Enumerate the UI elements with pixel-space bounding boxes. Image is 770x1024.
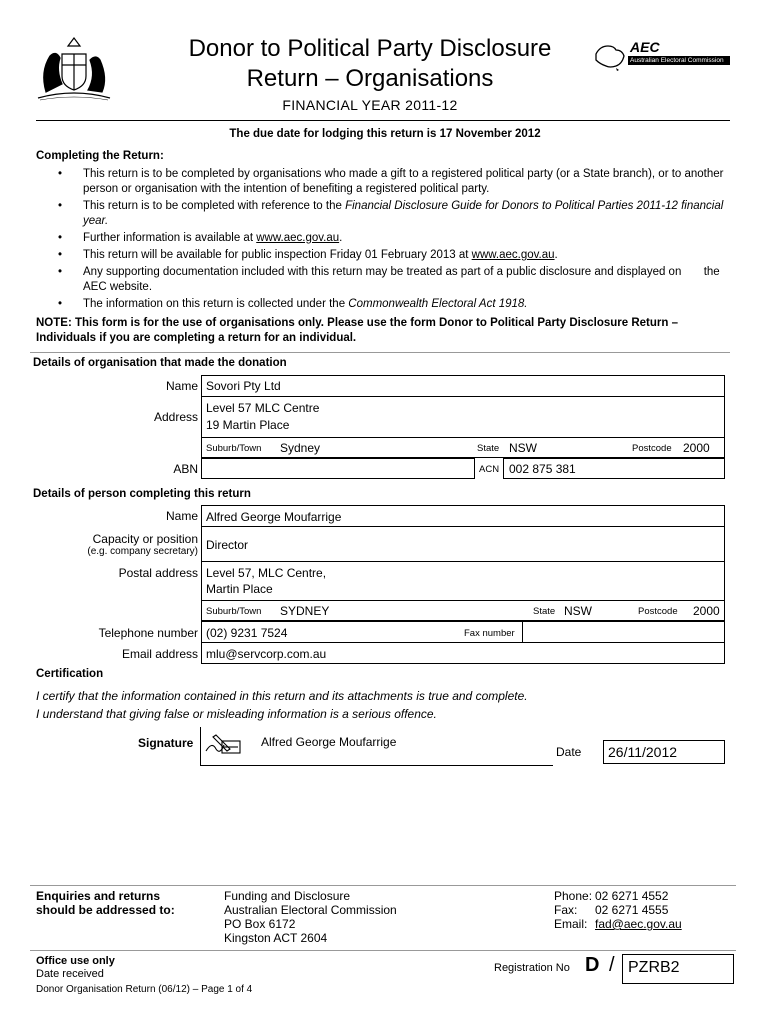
registration-prefix: D	[585, 954, 600, 976]
list-item: • This return is to be completed by organisations who made a gift to a registered political party (or a State branch), or to another person or organisation with the intention of benefiting a registered political party.	[58, 167, 730, 197]
due-date: The due date for lodging this return is 17 November 2012	[229, 128, 541, 140]
list-item: • This return is to be completed with reference to the Financial Disclosure Guide for Donors to Political Parties 2011-12 financial year.	[58, 199, 730, 229]
org-heading: Details of organisation that made the donation	[33, 357, 287, 369]
certification-line1: I certify that the information contained in this return and its attachments is true and complete.	[36, 689, 528, 703]
fad-email-link[interactable]: fad@aec.gov.au	[595, 917, 682, 931]
person-suburb-row[interactable]: Suburb/Town SYDNEY State NSW Postcode 2000	[201, 600, 725, 621]
aec-link[interactable]: www.aec.gov.au	[471, 249, 555, 261]
org-name-field[interactable]: Sovori Pty Ltd	[201, 375, 725, 397]
fax-label: Fax number	[464, 628, 515, 639]
signature-pen-icon	[204, 731, 244, 764]
list-item: • Any supporting documentation included with this return may be treated as part of a public disclosure and displayed on the AEC website.	[58, 265, 730, 295]
org-suburb-row[interactable]: Suburb/Town Sydney State NSW Postcode 2000	[201, 437, 725, 458]
phone-field[interactable]: (02) 9231 7524 Fax number	[201, 621, 523, 643]
list-item: • This return will be available for public inspection Friday 01 February 2013 at www.aec.gov.au.	[58, 248, 730, 263]
abn-field[interactable]	[201, 458, 475, 479]
financial-year: FINANCIAL YEAR 2011-12	[282, 97, 458, 113]
note: NOTE: This form is for the use of organisations only. Please use the form Donor to Political Party Disclosure Return – Individuals if you are completing a return for an individual.	[36, 317, 678, 344]
form-reference: Donor Organisation Return (06/12) – Page 1 of 4	[36, 984, 253, 995]
registration-slash: /	[609, 954, 615, 976]
postal-address-field[interactable]: Level 57, MLC Centre, Martin Place	[201, 561, 725, 601]
enquiries-label: Enquiries and returns should be addressed to:	[36, 889, 175, 917]
aec-logo-text: AEC	[630, 39, 660, 55]
registration-label: Registration No	[494, 962, 570, 974]
acn-field[interactable]: 002 875 381	[503, 458, 725, 479]
aec-logo-subtext: Australian Electoral Commission	[628, 56, 730, 65]
capacity-label: Capacity or position	[92, 532, 198, 546]
org-name-label: Name	[165, 379, 198, 393]
email-label: Email address	[121, 647, 198, 661]
list-item: • The information on this return is collected under the Commonwealth Electoral Act 1918.	[58, 297, 730, 312]
abn-label: ABN	[173, 462, 198, 476]
email-field[interactable]: mlu@servcorp.com.au	[201, 642, 725, 664]
signature-label: Signature	[138, 736, 194, 750]
header-rule	[36, 120, 730, 121]
office-rule	[30, 950, 736, 951]
form-title: Donor to Political Party Disclosure Return – Organisations	[188, 35, 552, 92]
capacity-hint: (e.g. company secretary)	[87, 546, 198, 557]
fax-field[interactable]	[522, 621, 725, 643]
certification-heading: Certification	[36, 668, 104, 680]
enquiries-contact: Phone: 02 6271 4552 Fax: 02 6271 4555 Email: fad@aec.gov.au	[554, 889, 682, 931]
org-address-label: Address	[153, 410, 198, 424]
certification-line2: I understand that giving false or misleading information is a serious offence.	[36, 707, 437, 721]
aec-link[interactable]: www.aec.gov.au	[256, 232, 340, 244]
enquiries-address: Funding and Disclosure Australian Electoral Commission PO Box 6172 Kingston ACT 2604	[224, 889, 397, 945]
coat-of-arms-logo	[28, 32, 120, 104]
registration-field[interactable]: PZRB2	[622, 954, 734, 984]
date-field[interactable]: 26/11/2012	[603, 740, 725, 764]
list-item: • Further information is available at www.aec.gov.au.	[58, 231, 730, 246]
person-name-field[interactable]: Alfred George Moufarrige	[201, 505, 725, 527]
capacity-field[interactable]: Director	[201, 526, 725, 562]
instructions-list	[58, 167, 730, 314]
postal-label: Postal address	[118, 566, 198, 580]
office-use: Office use only Date received	[36, 955, 115, 980]
completing-heading: Completing the Return:	[36, 150, 164, 162]
signature-field[interactable]: Alfred George Moufarrige	[200, 727, 553, 766]
section-rule	[30, 352, 730, 353]
person-name-label: Name	[165, 509, 198, 523]
date-label: Date	[556, 745, 582, 759]
phone-label: Telephone number	[98, 626, 198, 640]
person-heading: Details of person completing this return	[33, 488, 251, 500]
aec-logo	[592, 40, 732, 74]
acn-label: ACN	[479, 464, 500, 475]
org-address-field[interactable]: Level 57 MLC Centre 19 Martin Place	[201, 396, 725, 438]
footer-rule	[30, 885, 736, 886]
